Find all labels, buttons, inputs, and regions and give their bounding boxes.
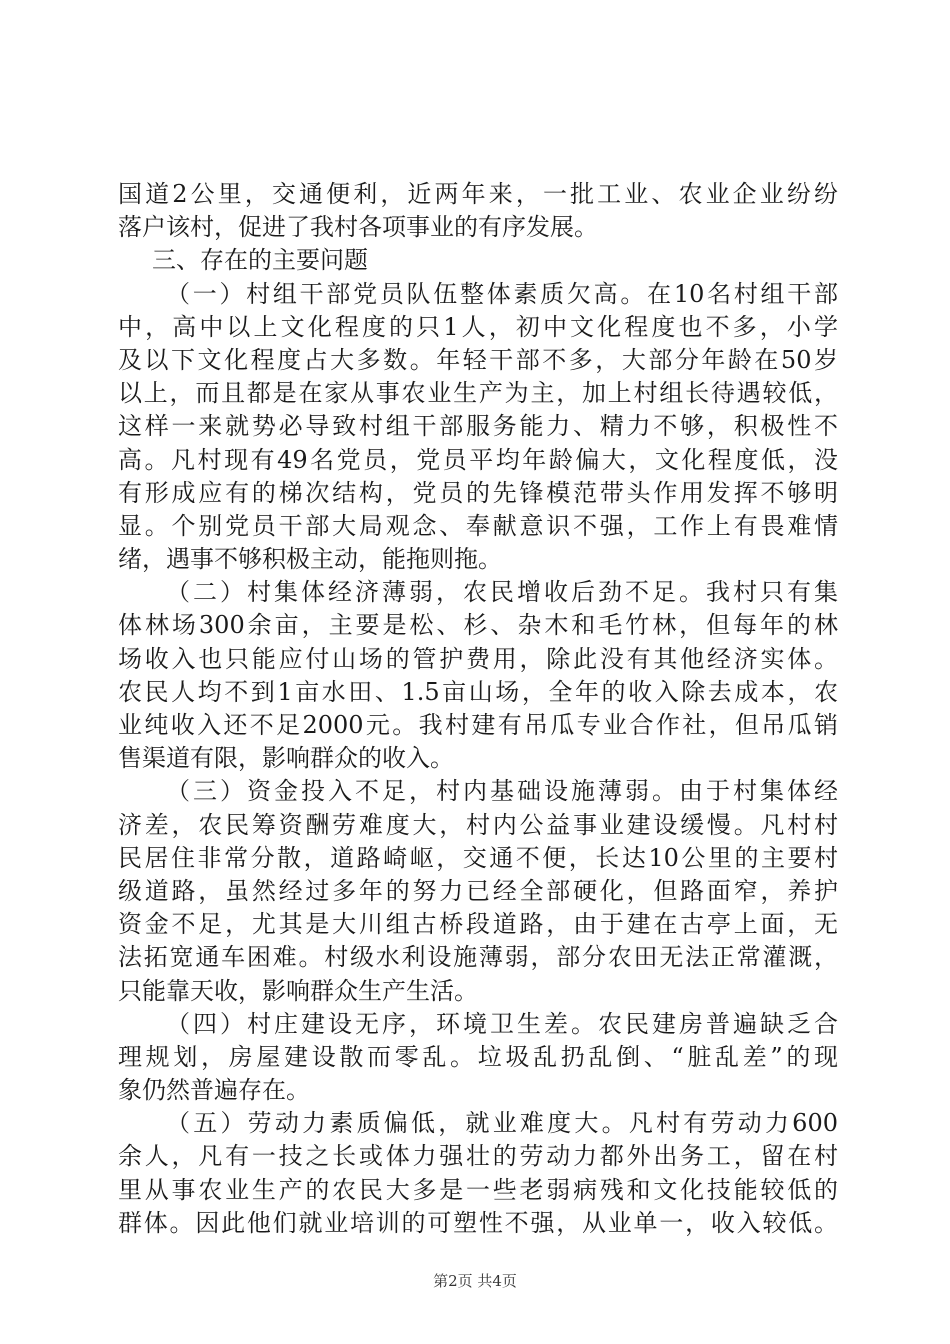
text-line: 里从事农业生产的农民大多是一些老弱病残和文化技能较低的 [118, 1175, 838, 1204]
text-line: 理规划，房屋建设散而零乱。垃圾乱扔乱倒、“脏乱差”的现 [118, 1042, 838, 1071]
text-line: 这样一来就势必导致村组干部服务能力、精力不够，积极性不 [118, 412, 838, 441]
text-line: 余人，凡有一技之长或体力强壮的劳动力都外出务工，留在村 [118, 1142, 838, 1171]
text-line: 级道路，虽然经过多年的努力已经全部硬化，但路面窄，养护 [118, 876, 838, 905]
page-number-footer: 第2页 共4页 [433, 1272, 517, 1290]
text-line: 有形成应有的梯次结构，党员的先锋模范带头作用发挥不够明 [118, 478, 838, 507]
text-line: 只能靠天收，影响群众生产生活。 [118, 976, 478, 1005]
text-line: 法拓宽通车困难。村级水利设施薄弱，部分农田无法正常灌溉， [118, 943, 838, 972]
text-line: 显。个别党员干部大局观念、奉献意识不强，工作上有畏难情 [118, 511, 838, 540]
text-line: 资金不足，尤其是大川组古桥段道路，由于建在古亭上面，无 [118, 910, 838, 939]
text-line: 及以下文化程度占大多数。年轻干部不多，大部分年龄在50岁 [118, 345, 838, 374]
text-line: 体林场300余亩，主要是松、杉、杂木和毛竹林，但每年的林 [118, 611, 838, 640]
text-line: 售渠道有限，影响群众的收入。 [118, 744, 454, 773]
text-line: 象仍然普遍存在。 [118, 1076, 310, 1105]
text-line: 群体。因此他们就业培训的可塑性不强，从业单一，收入较低。 [118, 1208, 838, 1237]
text-line: 高。凡村现有49名党员，党员平均年龄偏大，文化程度低，没 [118, 445, 838, 474]
section-heading: 三、存在的主要问题 [152, 246, 368, 275]
text-line: 国道2公里，交通便利，近两年来，一批工业、农业企业纷纷 [118, 180, 838, 208]
text-line: 落户该村，促进了我村各项事业的有序发展。 [118, 213, 598, 242]
paragraph-start-line: （三）资金投入不足，村内基础设施薄弱。由于村集体经 [166, 777, 838, 806]
text-line: 民居住非常分散，道路崎岖，交通不便，长达10公里的主要村 [118, 843, 838, 872]
text-line: 绪，遇事不够积极主动，能拖则拖。 [118, 545, 502, 574]
paragraph-start-line: （五）劳动力素质偏低，就业难度大。凡村有劳动力600 [166, 1109, 838, 1138]
paragraph-start-line: （四）村庄建设无序，环境卫生差。农民建房普遍缺乏合 [166, 1009, 838, 1038]
text-line: 中，高中以上文化程度的只1人，初中文化程度也不多，小学 [118, 312, 838, 341]
paragraph-start-line: （一）村组干部党员队伍整体素质欠高。在10名村组干部 [166, 279, 838, 308]
text-line: 以上，而且都是在家从事农业生产为主，加上村组长待遇较低， [118, 379, 838, 408]
text-line: 场收入也只能应付山场的管护费用，除此没有其他经济实体。 [118, 644, 838, 673]
paragraph-start-line: （二）村集体经济薄弱，农民增收后劲不足。我村只有集 [166, 578, 838, 607]
text-line: 济差，农民筹资酬劳难度大，村内公益事业建设缓慢。凡村村 [118, 810, 838, 839]
text-line: 业纯收入还不足2000元。我村建有吊瓜专业合作社，但吊瓜销 [118, 711, 838, 739]
document-body [118, 178, 838, 1240]
text-line: 农民人均不到1亩水田、1.5亩山场，全年的收入除去成本，农 [118, 677, 838, 706]
